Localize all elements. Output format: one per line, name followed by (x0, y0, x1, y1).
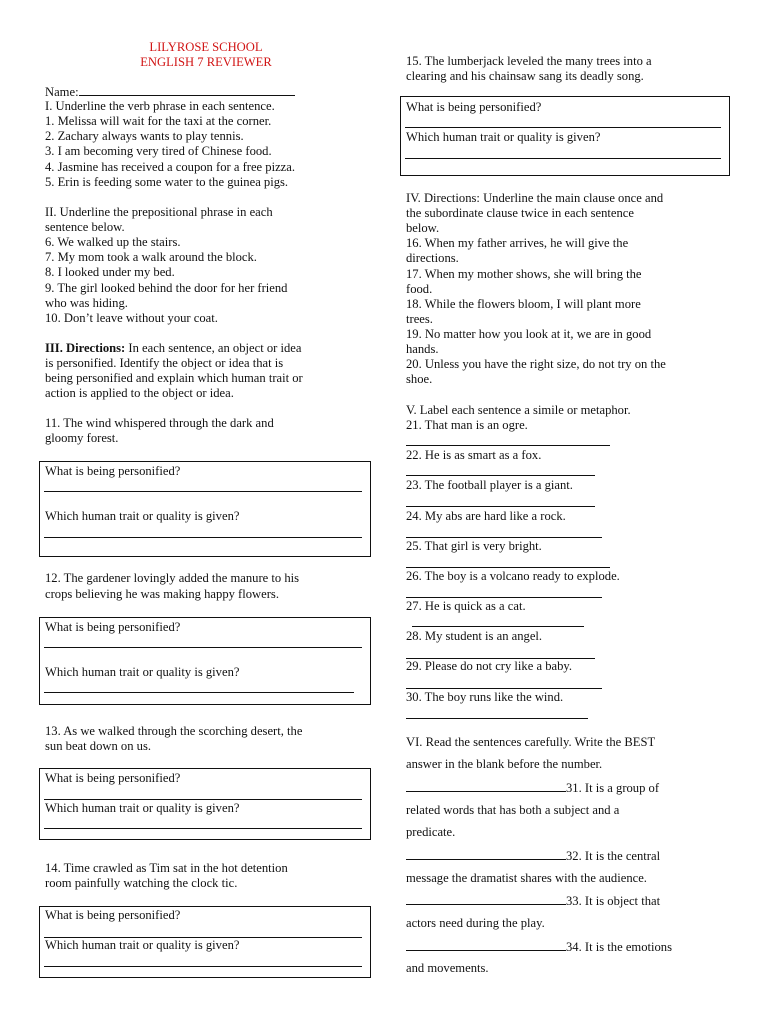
answer-line[interactable] (44, 491, 362, 492)
item-15-cont: clearing and his chainsaw sang its deadly song. (406, 69, 644, 83)
answer-line[interactable] (44, 966, 362, 967)
list-item: hands. (406, 342, 439, 356)
list-item: 8. I looked under my bed. (45, 265, 175, 279)
answer-blank[interactable] (406, 848, 566, 860)
item-13-cont: sun beat down on us. (45, 739, 151, 753)
item-32-cont: message the dramatist shares with the audience. (406, 871, 647, 885)
question-label: Which human trait or quality is given? (45, 801, 240, 815)
item-31-cont: predicate. (406, 825, 456, 839)
answer-blank[interactable] (406, 475, 595, 476)
name-row (45, 84, 295, 100)
answer-line[interactable] (44, 828, 362, 829)
answer-blank[interactable] (406, 893, 566, 905)
item-32 (406, 848, 660, 864)
name-field[interactable] (79, 84, 295, 96)
list-item: who was hiding. (45, 296, 128, 310)
item-31 (406, 780, 659, 796)
list-item: directions. (406, 251, 459, 265)
list-item: 9. The girl looked behind the door for her friend (45, 281, 288, 295)
answer-blank[interactable] (412, 626, 584, 627)
list-item: 3. I am becoming very tired of Chinese food. (45, 144, 272, 158)
list-item: 20. Unless you have the right size, do not try on the (406, 357, 666, 371)
item-12: 12. The gardener lovingly added the manure to his (45, 571, 300, 585)
list-item: 6. We walked up the stairs. (45, 235, 181, 249)
answer-blank[interactable] (406, 780, 566, 792)
answer-line[interactable] (44, 647, 362, 648)
question-label: What is being personified? (406, 100, 542, 114)
list-item: 7. My mom took a walk around the block. (45, 250, 257, 264)
list-item: 10. Don’t leave without your coat. (45, 311, 218, 325)
list-item: 24. My abs are hard like a rock. (406, 509, 566, 523)
section6-heading: VI. Read the sentences carefully. Write the BEST (406, 735, 656, 749)
question-label: Which human trait or quality is given? (45, 509, 240, 523)
personification-answer-box (400, 96, 730, 176)
item-31-cont: related words that has both a subject and a (406, 803, 620, 817)
section2-heading-cont: sentence below. (45, 220, 125, 234)
list-item: 26. The boy is a volcano ready to explode. (406, 569, 620, 583)
list-item: 16. When my father arrives, he will give the (406, 236, 629, 250)
personification-answer-box (39, 617, 371, 705)
item-15: 15. The lumberjack leveled the many trees into a (406, 54, 652, 68)
question-label: Which human trait or quality is given? (45, 665, 240, 679)
item-34-cont: and movements. (406, 961, 489, 975)
list-item: 28. My student is an angel. (406, 629, 543, 643)
personification-answer-box (39, 906, 371, 978)
section4-heading-cont: below. (406, 221, 440, 235)
answer-line[interactable] (44, 692, 354, 693)
item-11: 11. The wind whispered through the dark and (45, 416, 274, 430)
section4-heading: IV. Directions: Underline the main clause once and (406, 191, 664, 205)
list-item: 29. Please do not cry like a baby. (406, 659, 573, 673)
list-item: trees. (406, 312, 433, 326)
list-item: 21. That man is an ogre. (406, 418, 528, 432)
item-31-text: 31. It is a group of (566, 781, 660, 795)
section6-heading-cont: answer in the blank before the number. (406, 757, 603, 771)
answer-line[interactable] (405, 158, 721, 159)
list-item: 22. He is as smart as a fox. (406, 448, 542, 462)
list-item: 25. That girl is very bright. (406, 539, 542, 553)
answer-line[interactable] (44, 537, 362, 538)
list-item: 18. While the flowers bloom, I will plant more (406, 297, 641, 311)
list-item: 5. Erin is feeding some water to the guinea pigs. (45, 175, 289, 189)
question-label: Which human trait or quality is given? (406, 130, 601, 144)
list-item: 23. The football player is a giant. (406, 478, 573, 492)
question-label: Which human trait or quality is given? (45, 938, 240, 952)
question-label: What is being personified? (45, 771, 181, 785)
section2-heading: II. Underline the prepositional phrase in each (45, 205, 273, 219)
list-item: 4. Jasmine has received a coupon for a free pizza. (45, 160, 296, 174)
section3-heading (45, 341, 301, 356)
item-33-cont: actors need during the play. (406, 916, 545, 930)
item-14: 14. Time crawled as Tim sat in the hot detention (45, 861, 288, 875)
list-item: 27. He is quick as a cat. (406, 599, 526, 613)
personification-answer-box (39, 461, 371, 557)
list-item: shoe. (406, 372, 433, 386)
item-34-text: 34. It is the emotions (566, 940, 672, 954)
section3-label: III. Directions: (45, 341, 126, 355)
answer-blank[interactable] (406, 688, 602, 689)
item-33-text: 33. It is object that (566, 894, 661, 908)
answer-line[interactable] (44, 799, 362, 800)
answer-blank[interactable] (406, 567, 610, 568)
item-13: 13. As we walked through the scorching desert, the (45, 724, 303, 738)
reviewer-title: ENGLISH 7 REVIEWER (140, 55, 272, 69)
section5-heading: V. Label each sentence a simile or metaphor. (406, 403, 631, 417)
item-33 (406, 893, 660, 909)
answer-blank[interactable] (406, 445, 610, 446)
answer-line[interactable] (405, 127, 721, 128)
list-item: food. (406, 282, 433, 296)
list-item: 19. No matter how you look at it, we are in good (406, 327, 652, 341)
answer-blank[interactable] (406, 718, 588, 719)
answer-blank[interactable] (406, 939, 566, 951)
section3-text-line: being personified and explain which human trait or (45, 371, 303, 385)
question-label: What is being personified? (45, 908, 181, 922)
section3-text-line: is personified. Identify the object or idea that is (45, 356, 284, 370)
section1-heading: I. Underline the verb phrase in each sentence. (45, 99, 275, 113)
item-34 (406, 939, 672, 955)
list-item: 2. Zachary always wants to play tennis. (45, 129, 244, 143)
list-item: 1. Melissa will wait for the taxi at the corner. (45, 114, 272, 128)
section3-text: In each sentence, an object or idea (125, 341, 302, 355)
section4-heading-cont: the subordinate clause twice in each sentence (406, 206, 634, 220)
answer-blank[interactable] (406, 537, 602, 538)
personification-answer-box (39, 768, 371, 840)
answer-blank[interactable] (406, 506, 595, 507)
item-14-cont: room painfully watching the clock tic. (45, 876, 238, 890)
item-32-text: 32. It is the central (566, 849, 661, 863)
name-label: Name: (45, 85, 79, 99)
answer-blank[interactable] (406, 597, 602, 598)
item-11-cont: gloomy forest. (45, 431, 119, 445)
school-name: LILYROSE SCHOOL (149, 40, 263, 54)
question-label: What is being personified? (45, 464, 181, 478)
section3-text-line: action is applied to the object or idea. (45, 386, 234, 400)
question-label: What is being personified? (45, 620, 181, 634)
list-item: 30. The boy runs like the wind. (406, 690, 564, 704)
item-12-cont: crops believing he was making happy flowers. (45, 587, 279, 601)
list-item: 17. When my mother shows, she will bring the (406, 267, 642, 281)
